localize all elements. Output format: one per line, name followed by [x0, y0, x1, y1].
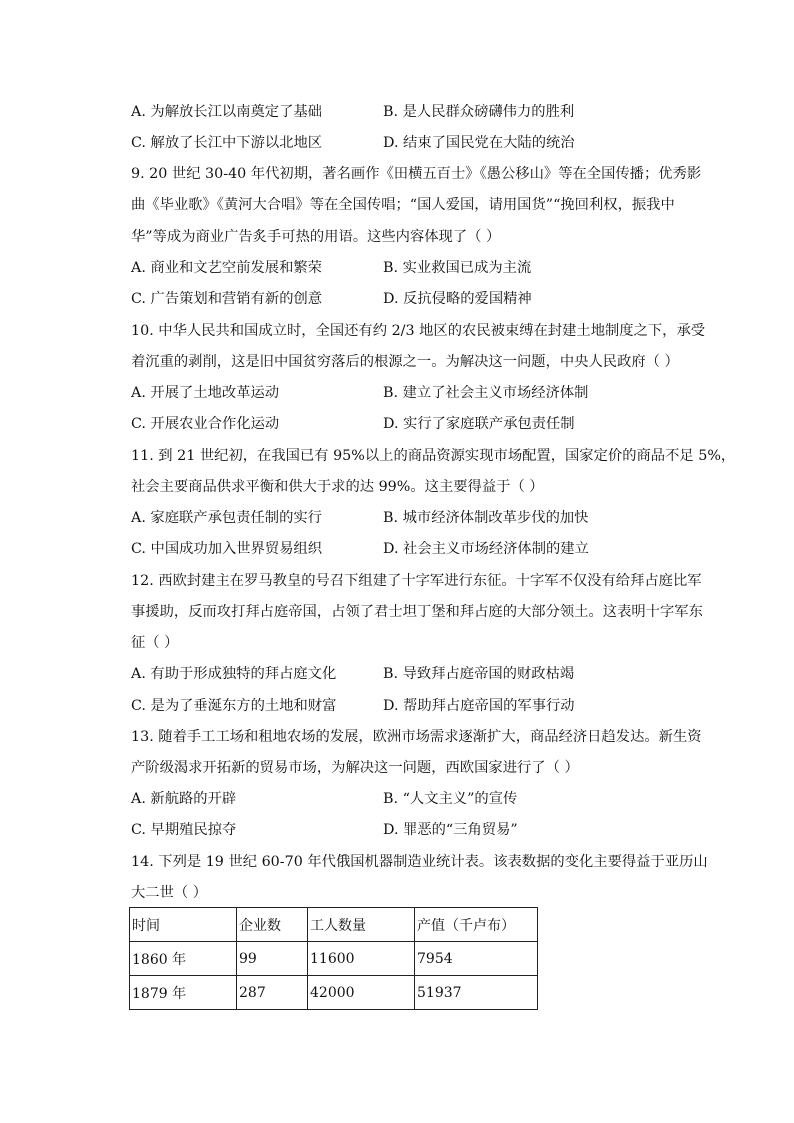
q9-option-c: C. 广告策划和营销有新的创意: [131, 291, 323, 307]
q9-stem-line-2: 曲《毕业歌》《黄河大合唱》等在全国传唱；“国人爱国，请用国货”“挽回利权，振我中: [131, 197, 675, 213]
table-cell: 51937: [415, 976, 538, 1010]
q13-option-b: B. “人文主义”的宣传: [383, 791, 518, 807]
q9-stem-line-3: 华”等成为商业广告炙手可热的用语。这些内容体现了（ ）: [131, 229, 501, 245]
q10-stem-line-2: 着沉重的剥削，这是旧中国贫穷落后的根源之一。为解决这一问题，中央人民政府（ ）: [131, 354, 679, 370]
q12-option-b: B. 导致拜占庭帝国的财政枯竭: [383, 666, 575, 682]
q12-stem-line-1: 12. 西欧封建主在罗马教皇的号召下组建了十字军进行东征。十字军不仅没有给拜占庭比军: [131, 573, 702, 589]
table-cell: 1879 年: [130, 976, 237, 1010]
table-row: [130, 976, 538, 1010]
q9-option-a: A. 商业和文艺空前发展和繁荣: [131, 260, 322, 276]
table-cell: 1860 年: [130, 942, 237, 976]
table-cell: 99: [237, 942, 308, 976]
q11-option-a: A. 家庭联产承包责任制的实行: [131, 510, 322, 526]
q11-option-d: D. 社会主义市场经济体制的建立: [383, 541, 589, 557]
q13-option-a: A. 新航路的开辟: [131, 791, 237, 807]
q11-option-c: C. 中国成功加入世界贸易组织: [131, 541, 323, 557]
table-header-cell: 企业数: [237, 908, 308, 942]
q11-option-b: B. 城市经济体制改革步伐的加快: [383, 510, 589, 526]
q12-option-d: D. 帮助拜占庭帝国的军事行动: [383, 698, 575, 714]
table-cell: 11600: [308, 942, 415, 976]
q10-option-c: C. 开展农业合作化运动: [131, 416, 280, 432]
table-cell: 287: [237, 976, 308, 1010]
q11-stem-line-1: 11. 到 21 世纪初，在我国已有 95%以上的商品资源实现市场配置，国家定价的商品不足 5%，: [131, 448, 736, 464]
q12-option-a: A. 有助于形成独特的拜占庭文化: [131, 666, 337, 682]
q11-stem-line-2: 社会主要商品供求平衡和供大于求的达 99%。这主要得益于（ ）: [131, 479, 544, 495]
q8-option-b: B. 是人民群众磅礴伟力的胜利: [383, 104, 575, 120]
table-header-cell: 工人数量: [308, 908, 415, 942]
q14-statistics-table: [129, 907, 538, 1010]
q9-option-d: D. 反抗侵略的爱国精神: [383, 291, 532, 307]
q12-stem-line-2: 事援助，反而攻打拜占庭帝国，占领了君士坦丁堡和拜占庭的大部分领土。这表明十字军东: [131, 604, 703, 620]
q10-option-b: B. 建立了社会主义市场经济体制: [383, 385, 589, 401]
q8-option-c: C. 解放了长江中下游以北地区: [131, 135, 323, 151]
q9-stem-line-1: 9. 20 世纪 30-40 年代初期，著名画作《田横五百士》《愚公移山》等在全国传播；优秀影: [131, 166, 702, 182]
q10-option-d: D. 实行了家庭联产承包责任制: [383, 416, 575, 432]
q8-option-a: A. 为解放长江以南奠定了基础: [131, 104, 322, 120]
q10-option-a: A. 开展了土地改革运动: [131, 385, 280, 401]
table-header-row: [130, 908, 538, 942]
table-header-cell: 产值（千卢布）: [415, 908, 538, 942]
q13-stem-line-2: 产阶级渴求开拓新的贸易市场，为解决这一问题，西欧国家进行了（ ）: [131, 760, 579, 776]
q10-stem-line-1: 10. 中华人民共和国成立时，全国还有约 2/3 地区的农民被束缚在封建土地制度之下，承受: [131, 323, 706, 339]
table-header-cell: 时间: [130, 908, 237, 942]
q12-option-c: C. 是为了垂涎东方的土地和财富: [131, 698, 337, 714]
q13-option-d: D. 罪恶的“三角贸易”: [383, 822, 518, 838]
q12-stem-line-3: 征（ ）: [131, 635, 179, 651]
q9-option-b: B. 实业救国已成为主流: [383, 260, 532, 276]
table-cell: 7954: [415, 942, 538, 976]
q14-stem-line-2: 大二世（ ）: [131, 885, 208, 901]
table-cell: 42000: [308, 976, 415, 1010]
q8-option-d: D. 结束了国民党在大陆的统治: [383, 135, 575, 151]
q14-stem-line-1: 14. 下列是 19 世纪 60-70 年代俄国机器制造业统计表。该表数据的变化主要得益于亚历山: [131, 854, 708, 870]
q13-option-c: C. 早期殖民掠夺: [131, 822, 237, 838]
q13-stem-line-1: 13. 随着手工工场和租地农场的发展，欧洲市场需求逐渐扩大，商品经济日趋发达。新生资: [131, 729, 702, 745]
table-row: [130, 942, 538, 976]
